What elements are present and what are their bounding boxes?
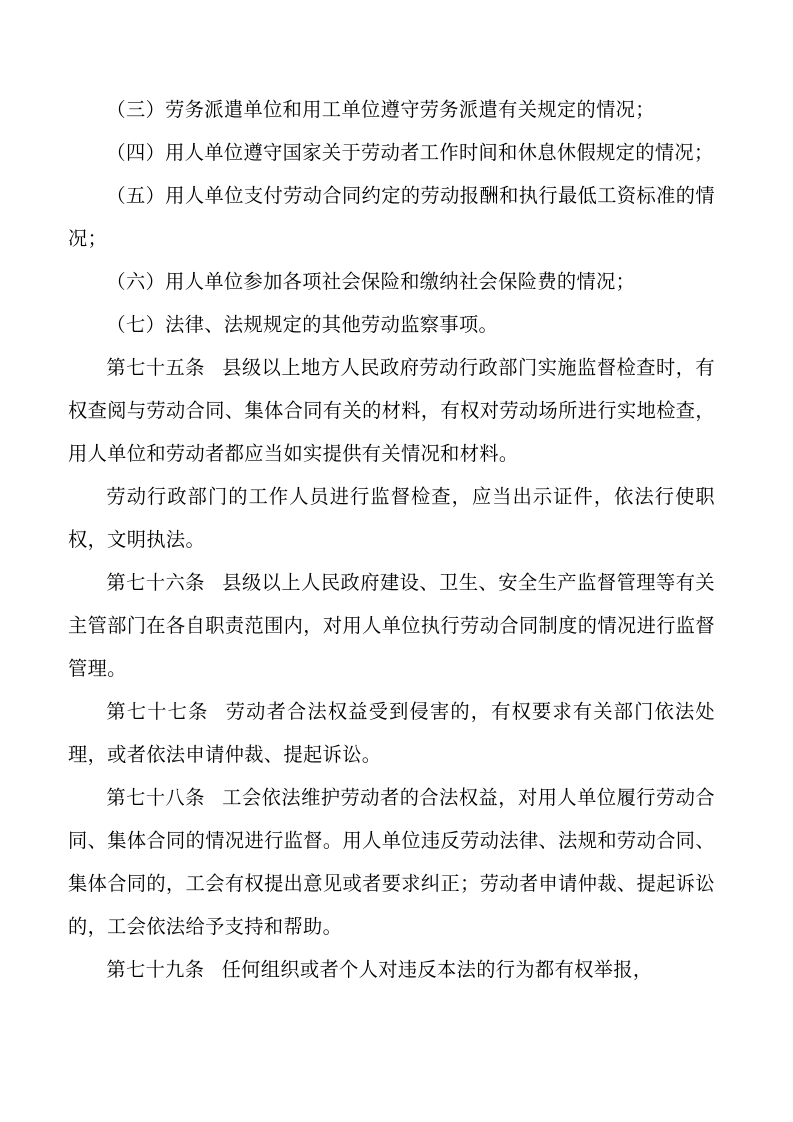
article-paragraph-77 [68, 690, 715, 776]
article-text-78: 工会依法维护劳动者的合法权益，对用人单位履行劳动合同、集体合同的情况进行监督。用人单位违反劳动法律、法规和劳动合同、集体合同的，工会有权提出意见或者要求纠正；劳动者申请仲裁、提起诉讼的，工会依法给予支持和帮助。 [68, 786, 716, 938]
article-number-75: 第七十五条 [106, 356, 205, 379]
article-paragraph-78 [68, 776, 715, 948]
clause-paragraph-6: （六）用人单位参加各项社会保险和缴纳社会保险费的情况； [106, 270, 636, 293]
article-text-75: 县级以上地方人民政府劳动行政部门实施监督检查时，有权查阅与劳动合同、集体合同有关的材料，有权对劳动场所进行实地检查，用人单位和劳动者都应当如实提供有关情况和材料。 [68, 356, 716, 465]
clause-paragraph-3: （三）劳务派遣单位和用工单位遵守劳务派遣有关规定的情况； [106, 98, 655, 121]
article-number-78: 第七十八条 [106, 786, 205, 809]
clause-paragraph-5: （五）用人单位支付劳动合同约定的劳动报酬和执行最低工资标准的情况； [68, 184, 715, 250]
article-text-77: 劳动者合法权益受到侵害的，有权要求有关部门依法处理，或者依法申请仲裁、提起诉讼。 [68, 700, 716, 766]
article-number-79: 第七十九条 [106, 958, 205, 981]
clause-paragraph-7: （七）法律、法规规定的其他劳动监察事项。 [106, 313, 499, 336]
article-paragraph-76 [68, 561, 715, 690]
article-number-77: 第七十七条 [106, 700, 209, 723]
article-75-second-paragraph: 劳动行政部门的工作人员进行监督检查，应当出示证件，依法行使职权，文明执法。 [68, 485, 715, 551]
clause-paragraph-4: （四）用人单位遵守国家关于劳动者工作时间和休息休假规定的情况； [106, 141, 714, 164]
article-number-76: 第七十六条 [106, 571, 205, 594]
document-body [68, 88, 715, 991]
article-text-79: 任何组织或者个人对违反本法的行为都有权举报， [221, 958, 653, 981]
article-paragraph-79 [68, 948, 715, 991]
article-text-76: 县级以上人民政府建设、卫生、安全生产监督管理等有关主管部门在各自职责范围内，对用人单位执行劳动合同制度的情况进行监督管理。 [68, 571, 716, 680]
article-paragraph-75 [68, 346, 715, 475]
